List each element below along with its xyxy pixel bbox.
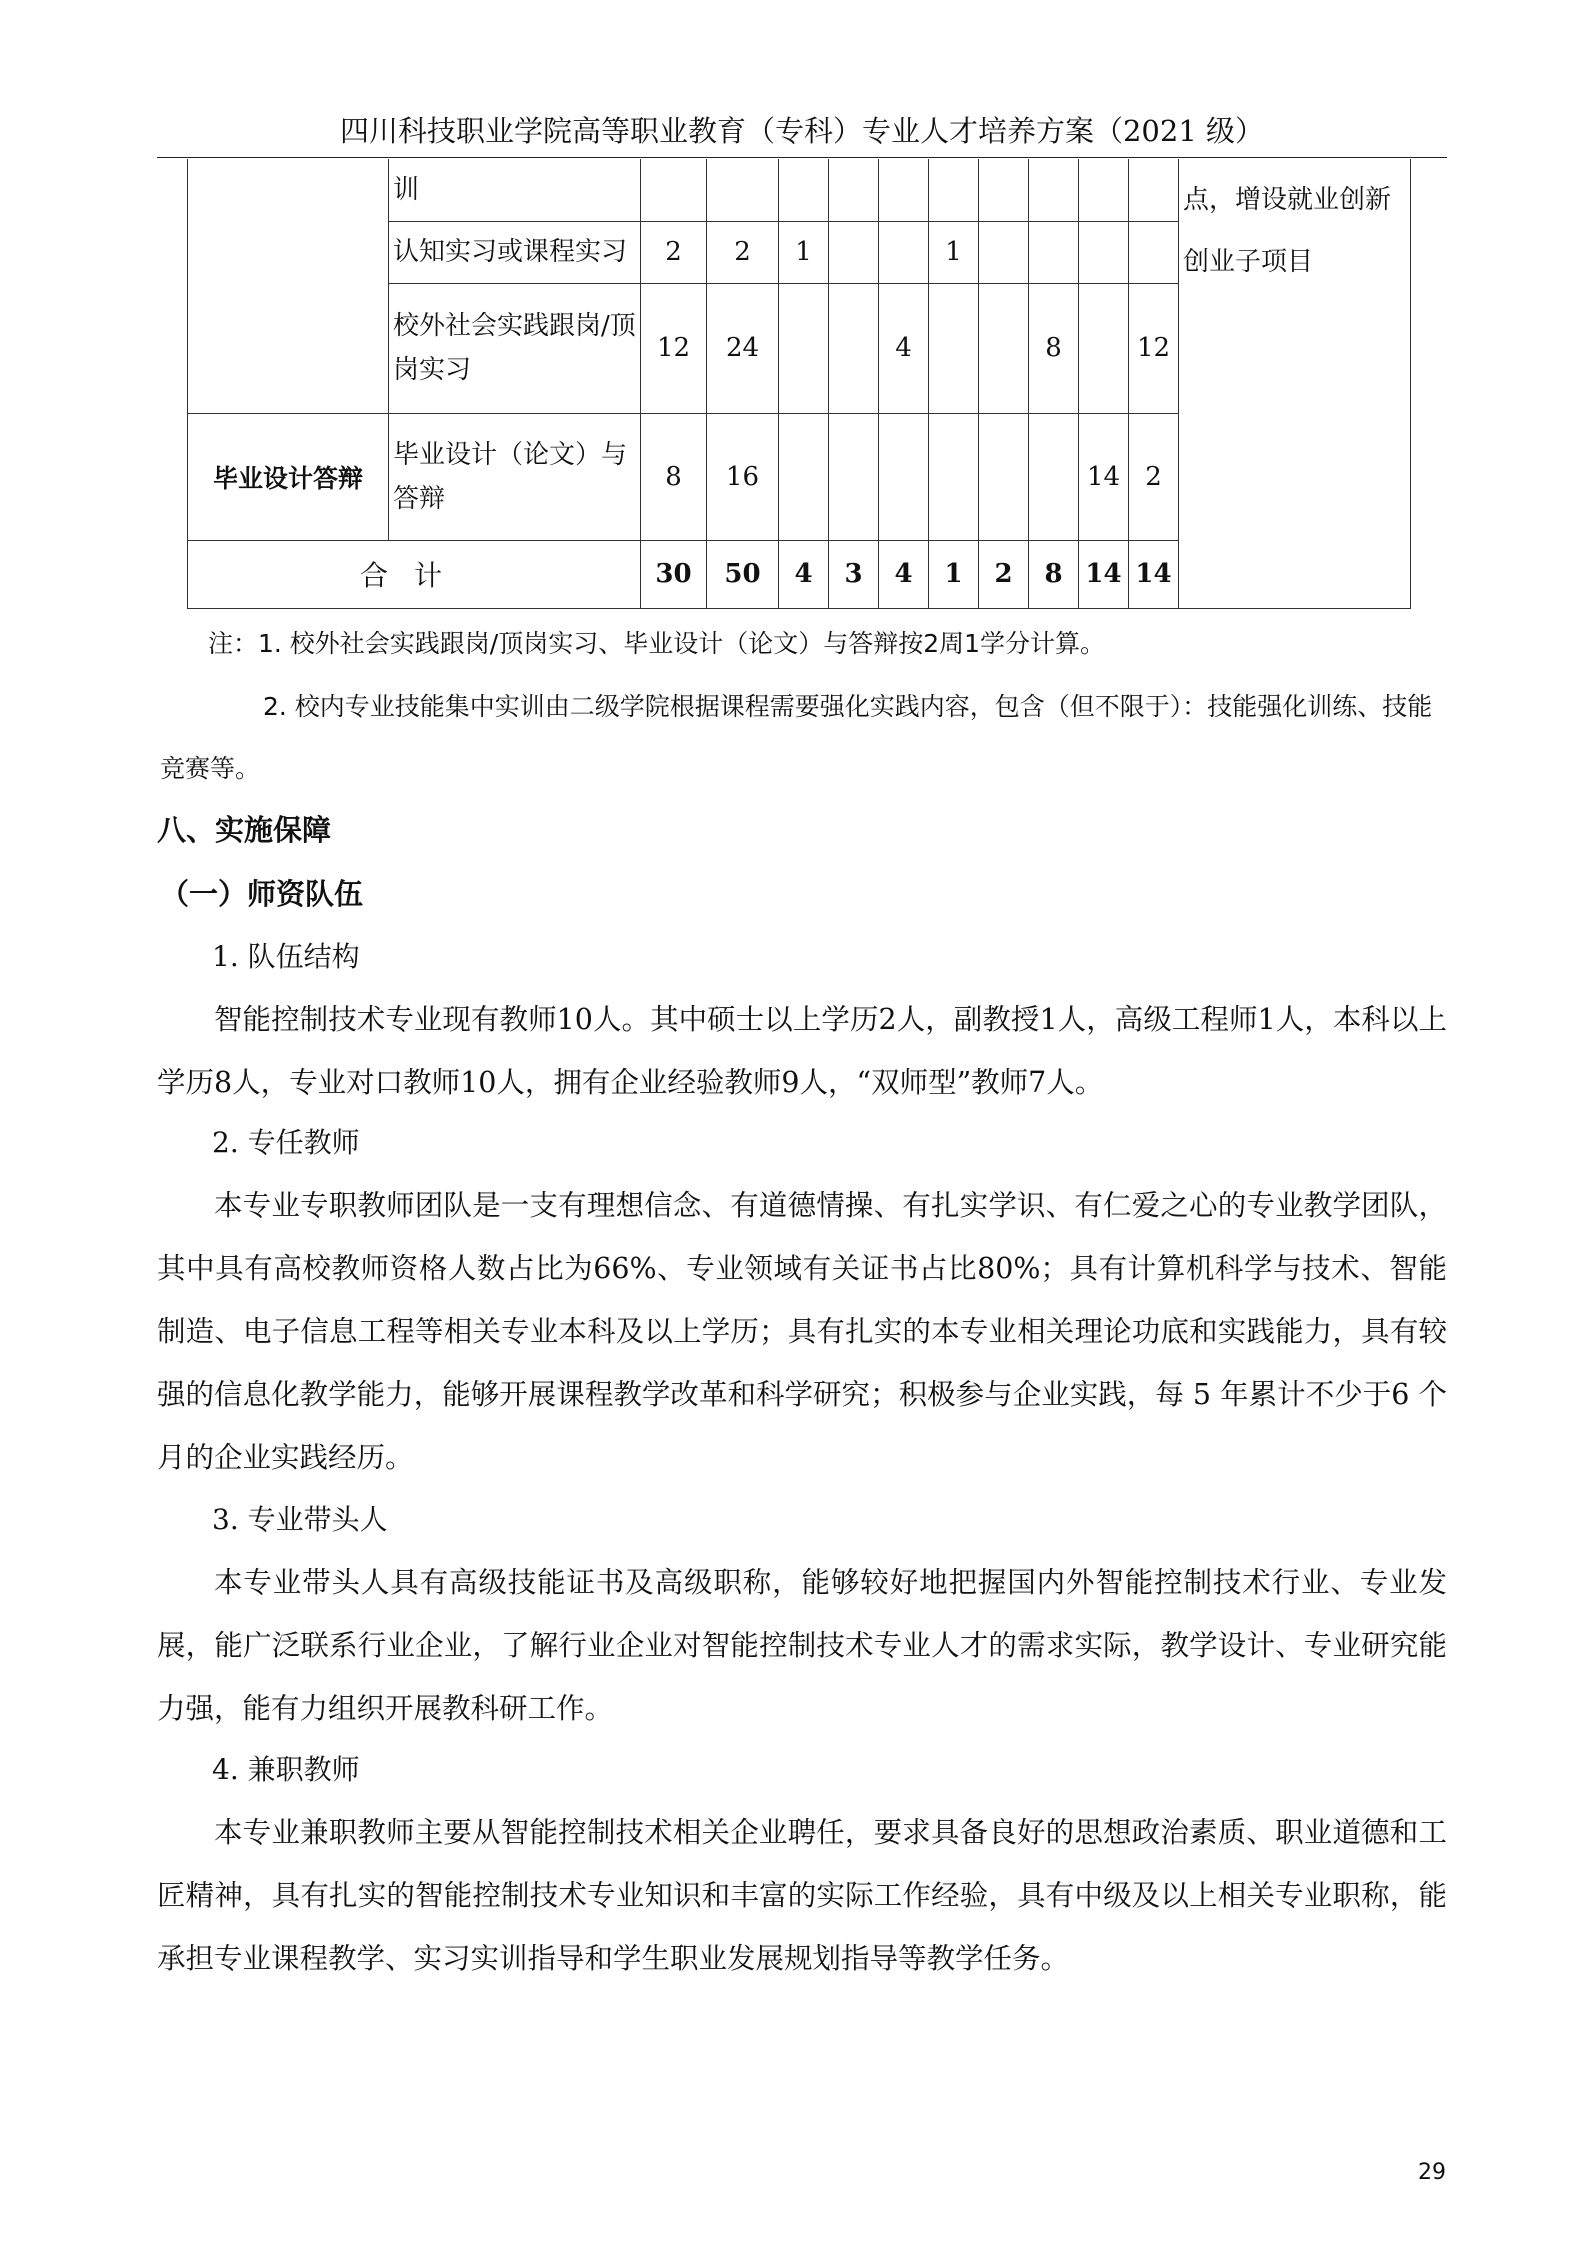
item-paragraph: 本专业专职教师团队是一支有理想信念、有道德情操、有扎实学识、有仁爱之心的专业教学团队，其中具有高校教师资格人数占比为66%、专业领域有关证书占比80%；具有计算机科学与技术、智能制造、电子信息工程等相关专业本科及以上学历；具有扎实的本专业相关理论功底和实践能力，具有较强的信息化教学能力，能够开展课程教学改革和科学研究；积极参与企业实践，每 5 年累计不少于6 个月的企业实践经历。 xyxy=(157,1189,1447,1474)
note-column: 点，增设就业创新创业子项目 xyxy=(1179,159,1411,608)
table-row xyxy=(188,159,1411,221)
section-title: 八、实施保障 xyxy=(157,813,332,847)
category-cell: 毕业设计答辩 xyxy=(188,413,389,540)
item-heading: 3. 专业带头人 xyxy=(212,1503,388,1536)
total-row: 合计 30 50 4 3 4 1 2 8 14 14 xyxy=(188,540,1411,608)
table-note-1: 注：1. 校外社会实践跟岗/顶岗实习、毕业设计（论文）与答辩按2周1学分计算。 xyxy=(208,629,1106,658)
item-heading: 2. 专任教师 xyxy=(212,1126,360,1159)
category-cell xyxy=(188,159,389,413)
item-paragraph: 本专业带头人具有高级技能证书及高级职称，能够较好地把握国内外智能控制技术行业、专业发展，能广泛联系行业企业，了解行业企业对智能控制技术专业人才的需求实际，教学设计、专业研究能力强，能有力组织开展教科研工作。 xyxy=(157,1566,1447,1725)
table-row: 校外社会实践跟岗/顶岗实习 12 24 4 8 12 xyxy=(188,283,1411,413)
page-number: 29 xyxy=(1418,2160,1446,2185)
header-divider xyxy=(157,157,1447,158)
table-row: 认知实习或课程实习 2 2 1 1 xyxy=(188,221,1411,283)
item-heading: 1. 队伍结构 xyxy=(212,940,360,973)
course-name: 训 xyxy=(389,159,641,221)
total-label: 合计 xyxy=(188,540,641,608)
table-row: 毕业设计答辩 毕业设计（论文）与答辩 8 16 14 2 xyxy=(188,413,1411,540)
course-name: 毕业设计（论文）与答辩 xyxy=(389,413,641,540)
item-paragraph: 智能控制技术专业现有教师10人。其中硕士以上学历2人，副教授1人，高级工程师1人，本科以上学历8人，专业对口教师10人，拥有企业经验教师9人，“双师型”教师7人。 xyxy=(157,1003,1447,1099)
item-paragraph: 本专业兼职教师主要从智能控制技术相关企业聘任，要求具备良好的思想政治素质、职业道德和工匠精神，具有扎实的智能控制技术专业知识和丰富的实际工作经验，具有中级及以上相关专业职称，能承担专业课程教学、实习实训指导和学生职业发展规划指导等教学任务。 xyxy=(157,1816,1447,1975)
item-heading: 4. 兼职教师 xyxy=(212,1753,360,1786)
table-note-2: 2. 校内专业技能集中实训由二级学院根据课程需要强化实践内容，包含（但不限于）：技能强化训练、技能竞赛等。 xyxy=(160,692,1433,783)
course-name: 校外社会实践跟岗/顶岗实习 xyxy=(389,283,641,413)
course-name: 认知实习或课程实习 xyxy=(389,221,641,283)
page-header: 四川科技职业学院高等职业教育（专科）专业人才培养方案（2021 级） xyxy=(339,114,1265,148)
subsection-title: （一）师资队伍 xyxy=(160,877,364,911)
training-plan-table xyxy=(187,159,1411,609)
